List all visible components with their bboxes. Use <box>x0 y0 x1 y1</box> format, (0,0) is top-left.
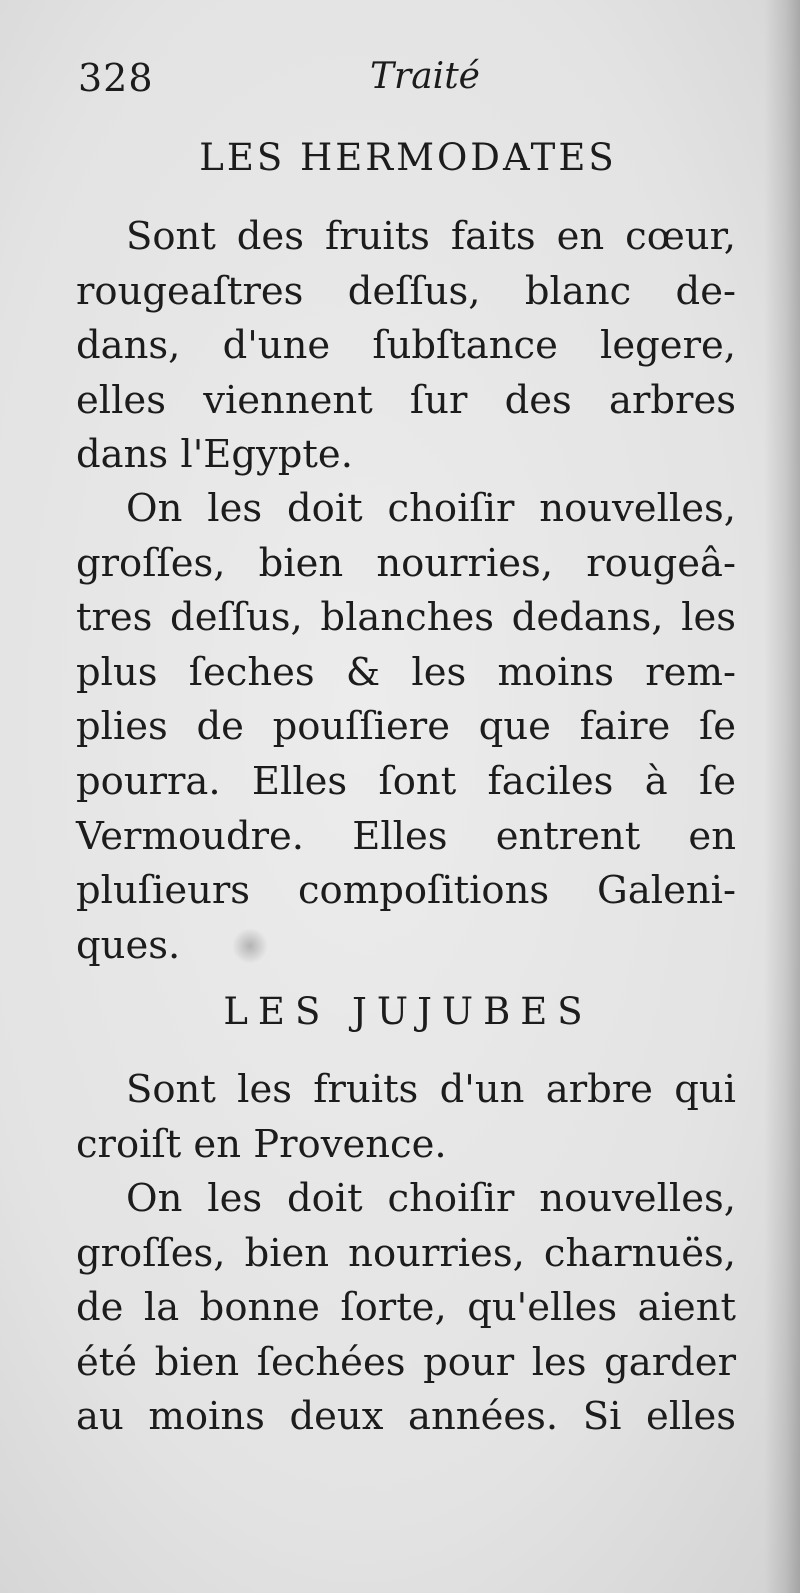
text-line: Sont des fruits faits en cœur, <box>126 214 736 259</box>
text-line: tres deſſus, blanches dedans, les <box>76 595 736 641</box>
section-heading-hermodates: LES HERMODATES <box>199 136 617 179</box>
text-line: dans l'Egypte. <box>76 432 353 478</box>
text-line: plies de pouſſiere que faire ſe <box>76 704 736 750</box>
paragraph-hermodates-selection <box>76 482 736 973</box>
text-line: On les doit choiſir nouvelles, <box>126 1176 736 1221</box>
text-line: croiſt en Provence. <box>76 1121 447 1167</box>
paragraph-jujubes-selection <box>76 1172 736 1445</box>
text-line: au moins deux années. Si elles <box>76 1394 736 1440</box>
text-line: groſſes, bien nourries, charnuës, <box>76 1230 736 1276</box>
text-line: pluſieurs compoſitions Galeni- <box>76 868 736 914</box>
text-line: rougeaſtres deſſus, blanc de- <box>76 268 736 314</box>
section-heading-jujubes: LES JUJUBES <box>223 990 593 1033</box>
text-line: dans, d'une ſubſtance legere, <box>76 323 736 369</box>
text-line: ques. <box>76 922 181 968</box>
text-line: Vermoudre. Elles entrent en <box>76 813 736 859</box>
text-line: été bien ſechées pour les garder <box>76 1339 736 1385</box>
page-header <box>78 56 738 116</box>
text-line: de la bonne ſorte, qu'elles aient <box>76 1285 736 1331</box>
page-number: 328 <box>78 56 154 100</box>
running-title: Traité <box>370 56 480 97</box>
text-line: groſſes, bien nourries, rougeâ- <box>76 540 736 586</box>
text-line: On les doit choiſir nouvelles, <box>126 486 736 531</box>
text-line: plus ſeches & les moins rem- <box>76 649 736 695</box>
text-line: pourra. Elles ſont faciles à ſe <box>76 758 736 804</box>
paragraph-hermodates-description <box>76 210 736 483</box>
text-line: elles viennent ſur des arbres <box>76 377 736 423</box>
page-gutter-shadow <box>764 0 800 1593</box>
paragraph-jujubes-description <box>76 1063 736 1172</box>
text-line: Sont les fruits d'un arbre qui <box>126 1067 736 1112</box>
